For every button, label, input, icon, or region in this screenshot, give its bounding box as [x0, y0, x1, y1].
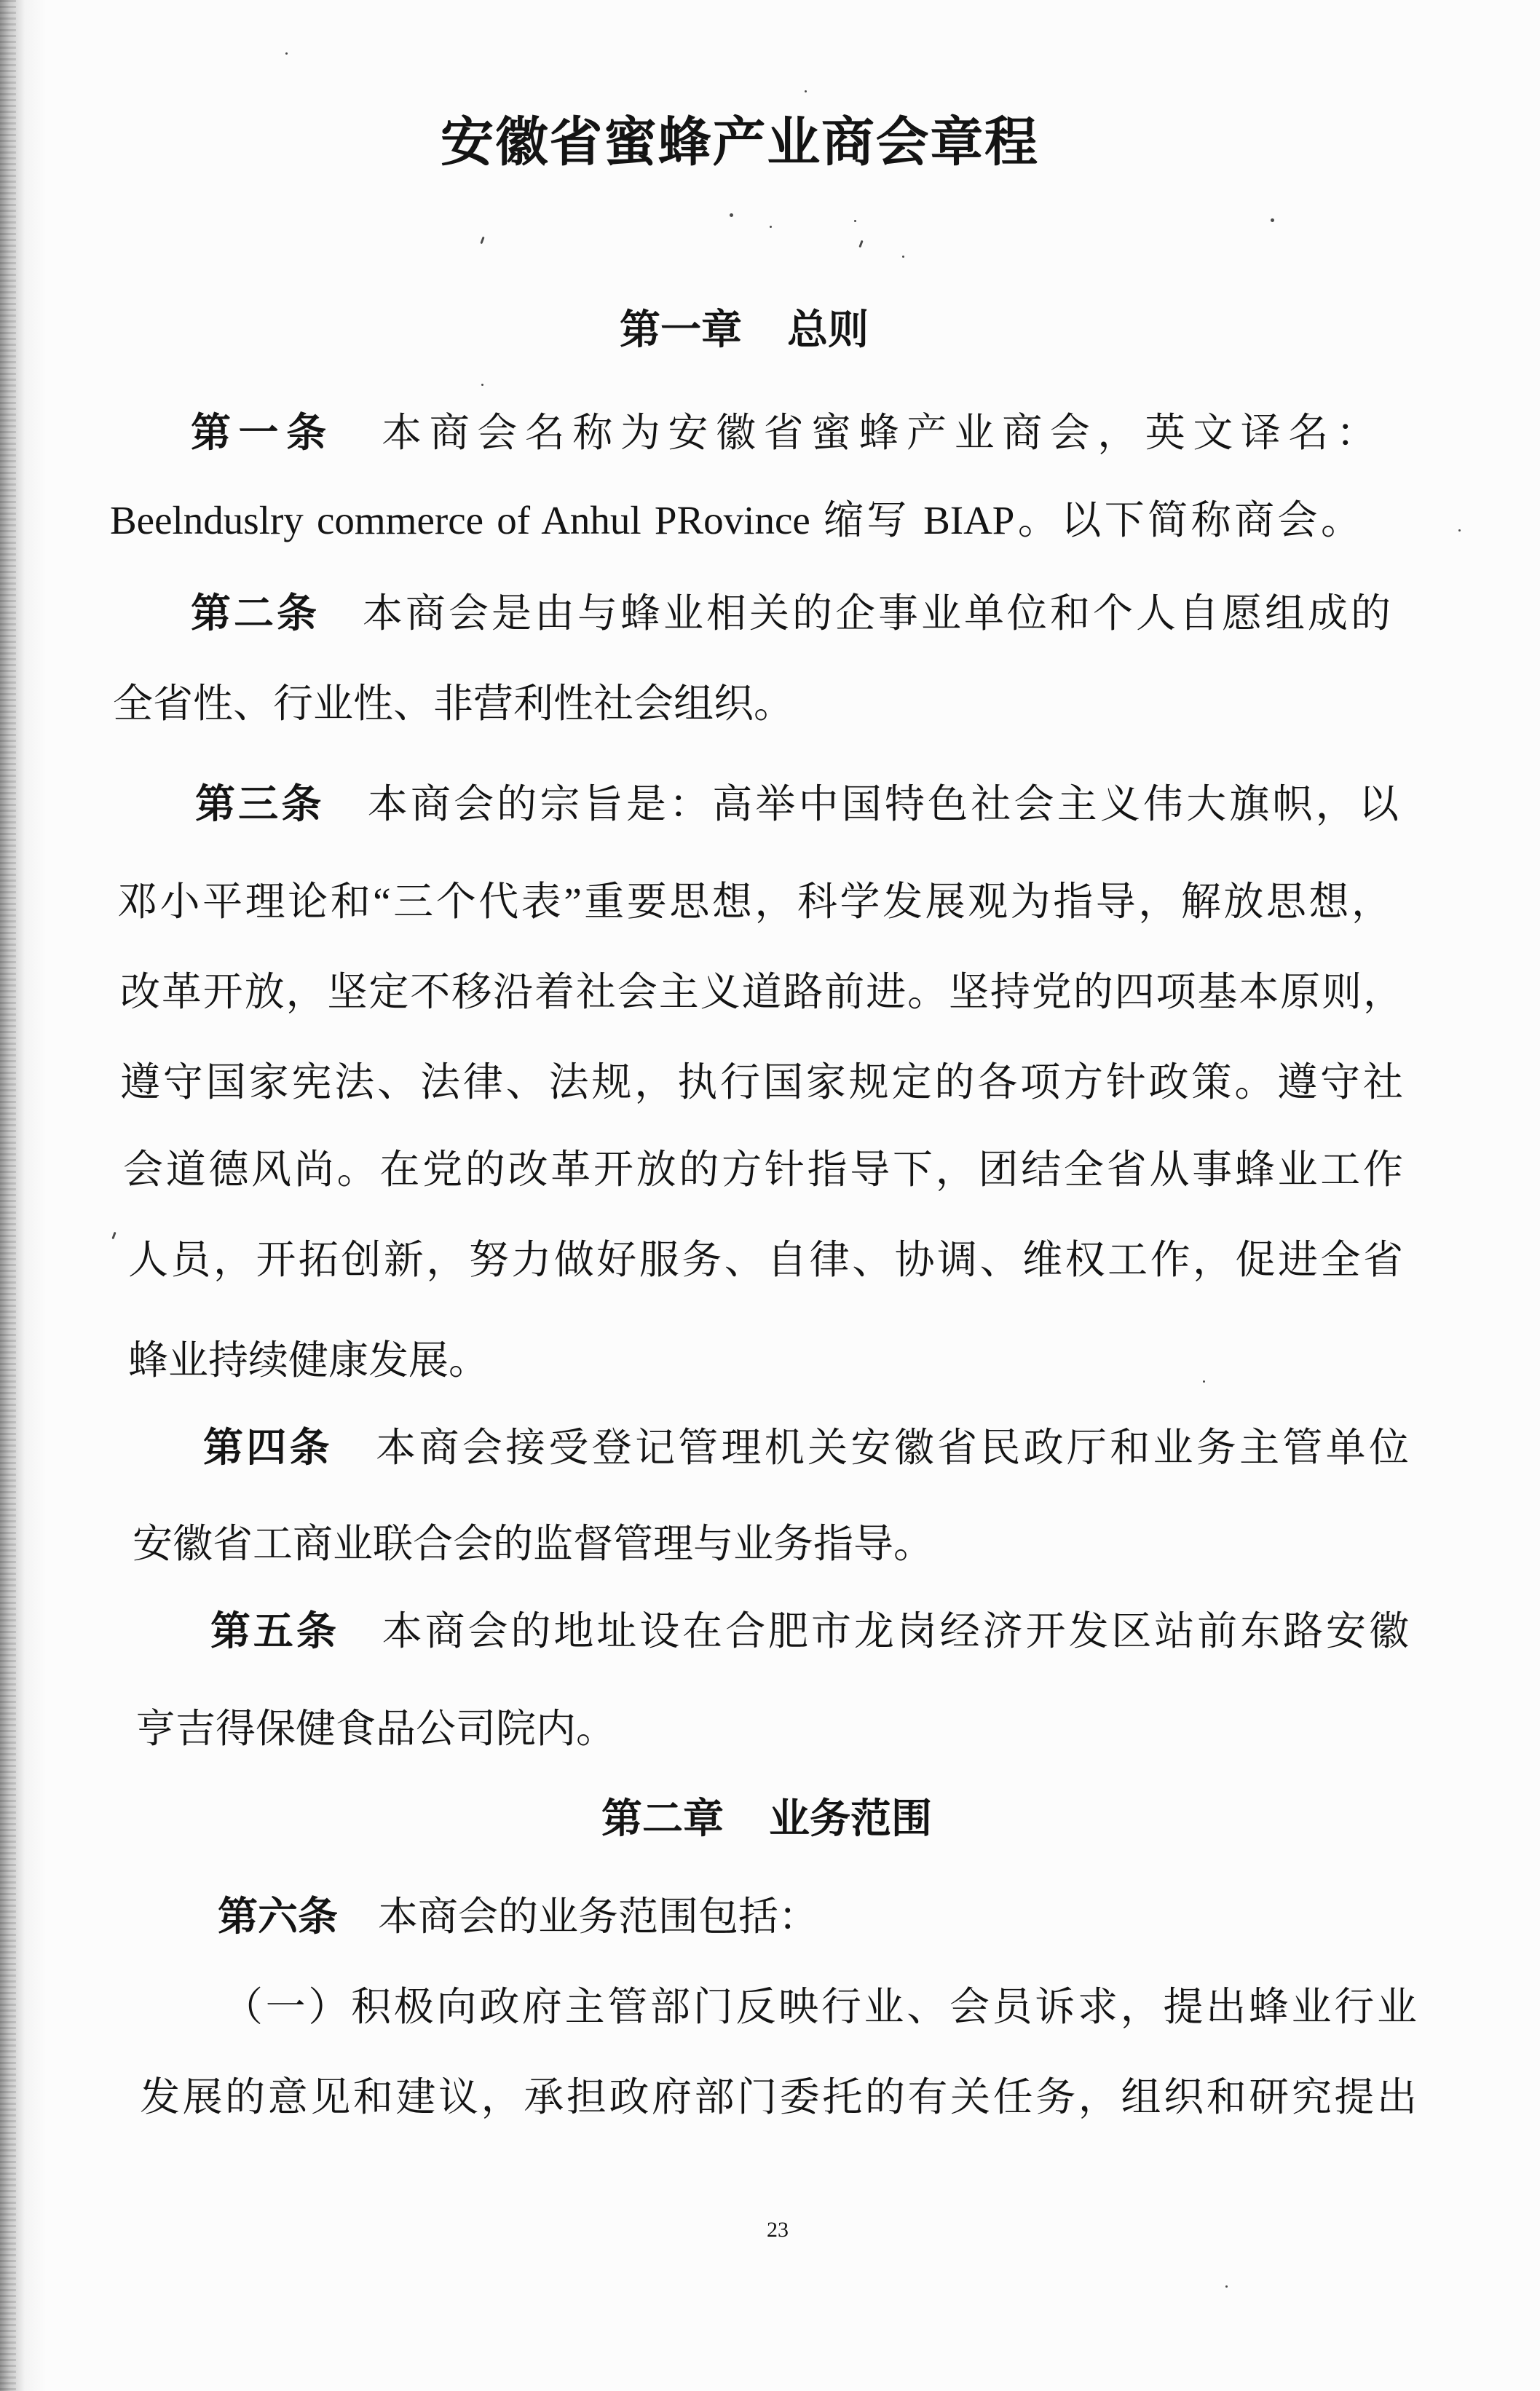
article-text: 本商会的业务范围包括：: [378, 1894, 819, 1939]
scan-speck: [854, 220, 856, 222]
scan-edge-shadow: [0, 0, 47, 2391]
article-text: 本商会的宗旨是：高举中国特色社会主义伟大旗帜，以: [364, 782, 1399, 826]
scan-speck: [730, 213, 733, 217]
article-label: 第四条: [203, 1426, 333, 1470]
article-text: 会道德风尚。在党的改革开放的方针指导下，团结全省从事蜂业工作: [123, 1147, 1403, 1192]
article-line: [113, 679, 794, 730]
scan-speck: [858, 240, 863, 248]
article-text: 本商会的地址设在合肥市龙岗经济开发区站前东路安徽: [379, 1609, 1409, 1653]
scan-speck: [481, 384, 483, 386]
article-label: 第五条: [210, 1609, 339, 1653]
item-text: （一）积极向政府主管部门反映行业、会员诉求，提出蜂业行业: [223, 1985, 1417, 2029]
article-text: 本商会名称为安徽省蜜蜂产业商会，英文译名：: [374, 411, 1376, 455]
article-line: [203, 1423, 1409, 1474]
article-line: [218, 1892, 818, 1943]
chapter-name: 总则: [787, 308, 869, 353]
article-text: 人员，开拓创新，努力做好服务、自律、协调、维权工作，促进全省: [128, 1238, 1403, 1282]
item-line: [140, 2072, 1417, 2123]
scan-speck: [111, 1232, 116, 1239]
scan-speck: [285, 52, 288, 55]
article-text: 蜂业持续健康发展。: [128, 1338, 489, 1383]
chapter-number: 第二章: [601, 1797, 724, 1842]
article-text: 改革开放，坚定不移沿着社会主义道路前进。坚持党的四项基本原则，: [120, 970, 1403, 1014]
article-text: 本商会接受登记管理机关安徽省民政厅和业务主管单位: [372, 1426, 1409, 1470]
scan-speck: [1458, 529, 1461, 531]
scan-speck: [1203, 1380, 1205, 1383]
article-line: [191, 408, 1376, 459]
article-line: [120, 1057, 1403, 1108]
article-line: [110, 495, 1361, 546]
article-line: [120, 967, 1403, 1018]
article-line: [128, 1335, 489, 1386]
scan-speck: [1225, 2285, 1228, 2288]
chapter-name: 业务范围: [769, 1797, 932, 1842]
chapter-heading: [601, 1795, 932, 1843]
page-number: 23: [767, 2218, 789, 2242]
scan-speck: [805, 90, 807, 92]
scan-speck: [480, 237, 484, 244]
scan-speck: [902, 256, 904, 258]
article-text: 安徽省工商业联合会的监督管理与业务指导。: [133, 1522, 934, 1566]
article-label: 第三条: [195, 782, 325, 826]
chapter-number: 第一章: [620, 308, 742, 353]
article-label: 第六条: [218, 1894, 339, 1939]
article-text: 本商会是由与蜂业相关的企事业单位和个人自愿组成的: [360, 591, 1391, 636]
article-label: 第一条: [191, 411, 334, 455]
item-line: [223, 1982, 1417, 2033]
scan-speck: [770, 226, 772, 228]
article-text: 全省性、行业性、非营利性社会组织。: [113, 681, 794, 726]
article-text: 亨吉得保健食品公司院内。: [135, 1707, 617, 1751]
chapter-heading: [620, 307, 869, 355]
article-line: [135, 1704, 616, 1755]
article-text: 邓小平理论和“三个代表”重要思想，科学发展观为指导，解放思想，: [117, 880, 1391, 924]
article-line: [195, 779, 1399, 830]
article-line: [117, 877, 1391, 928]
article-line: [191, 588, 1391, 639]
item-text: 发展的意见和建议，承担政府部门委托的有关任务，组织和研究提出: [140, 2075, 1417, 2119]
document-title: 安徽省蜜蜂产业商会章程: [441, 113, 1038, 172]
article-line: [210, 1606, 1409, 1657]
scan-speck: [1271, 218, 1274, 222]
article-label: 第二条: [191, 591, 320, 636]
article-line: [128, 1235, 1403, 1286]
article-text: 遵守国家宪法、法律、法规，执行国家规定的各项方针政策。遵守社: [120, 1060, 1403, 1104]
article-line: [123, 1145, 1403, 1196]
article-text: Beelnduslry commerce of Anhul PRovince 缩写 BIAP。以下简称商会。: [110, 498, 1361, 542]
article-line: [133, 1519, 933, 1570]
